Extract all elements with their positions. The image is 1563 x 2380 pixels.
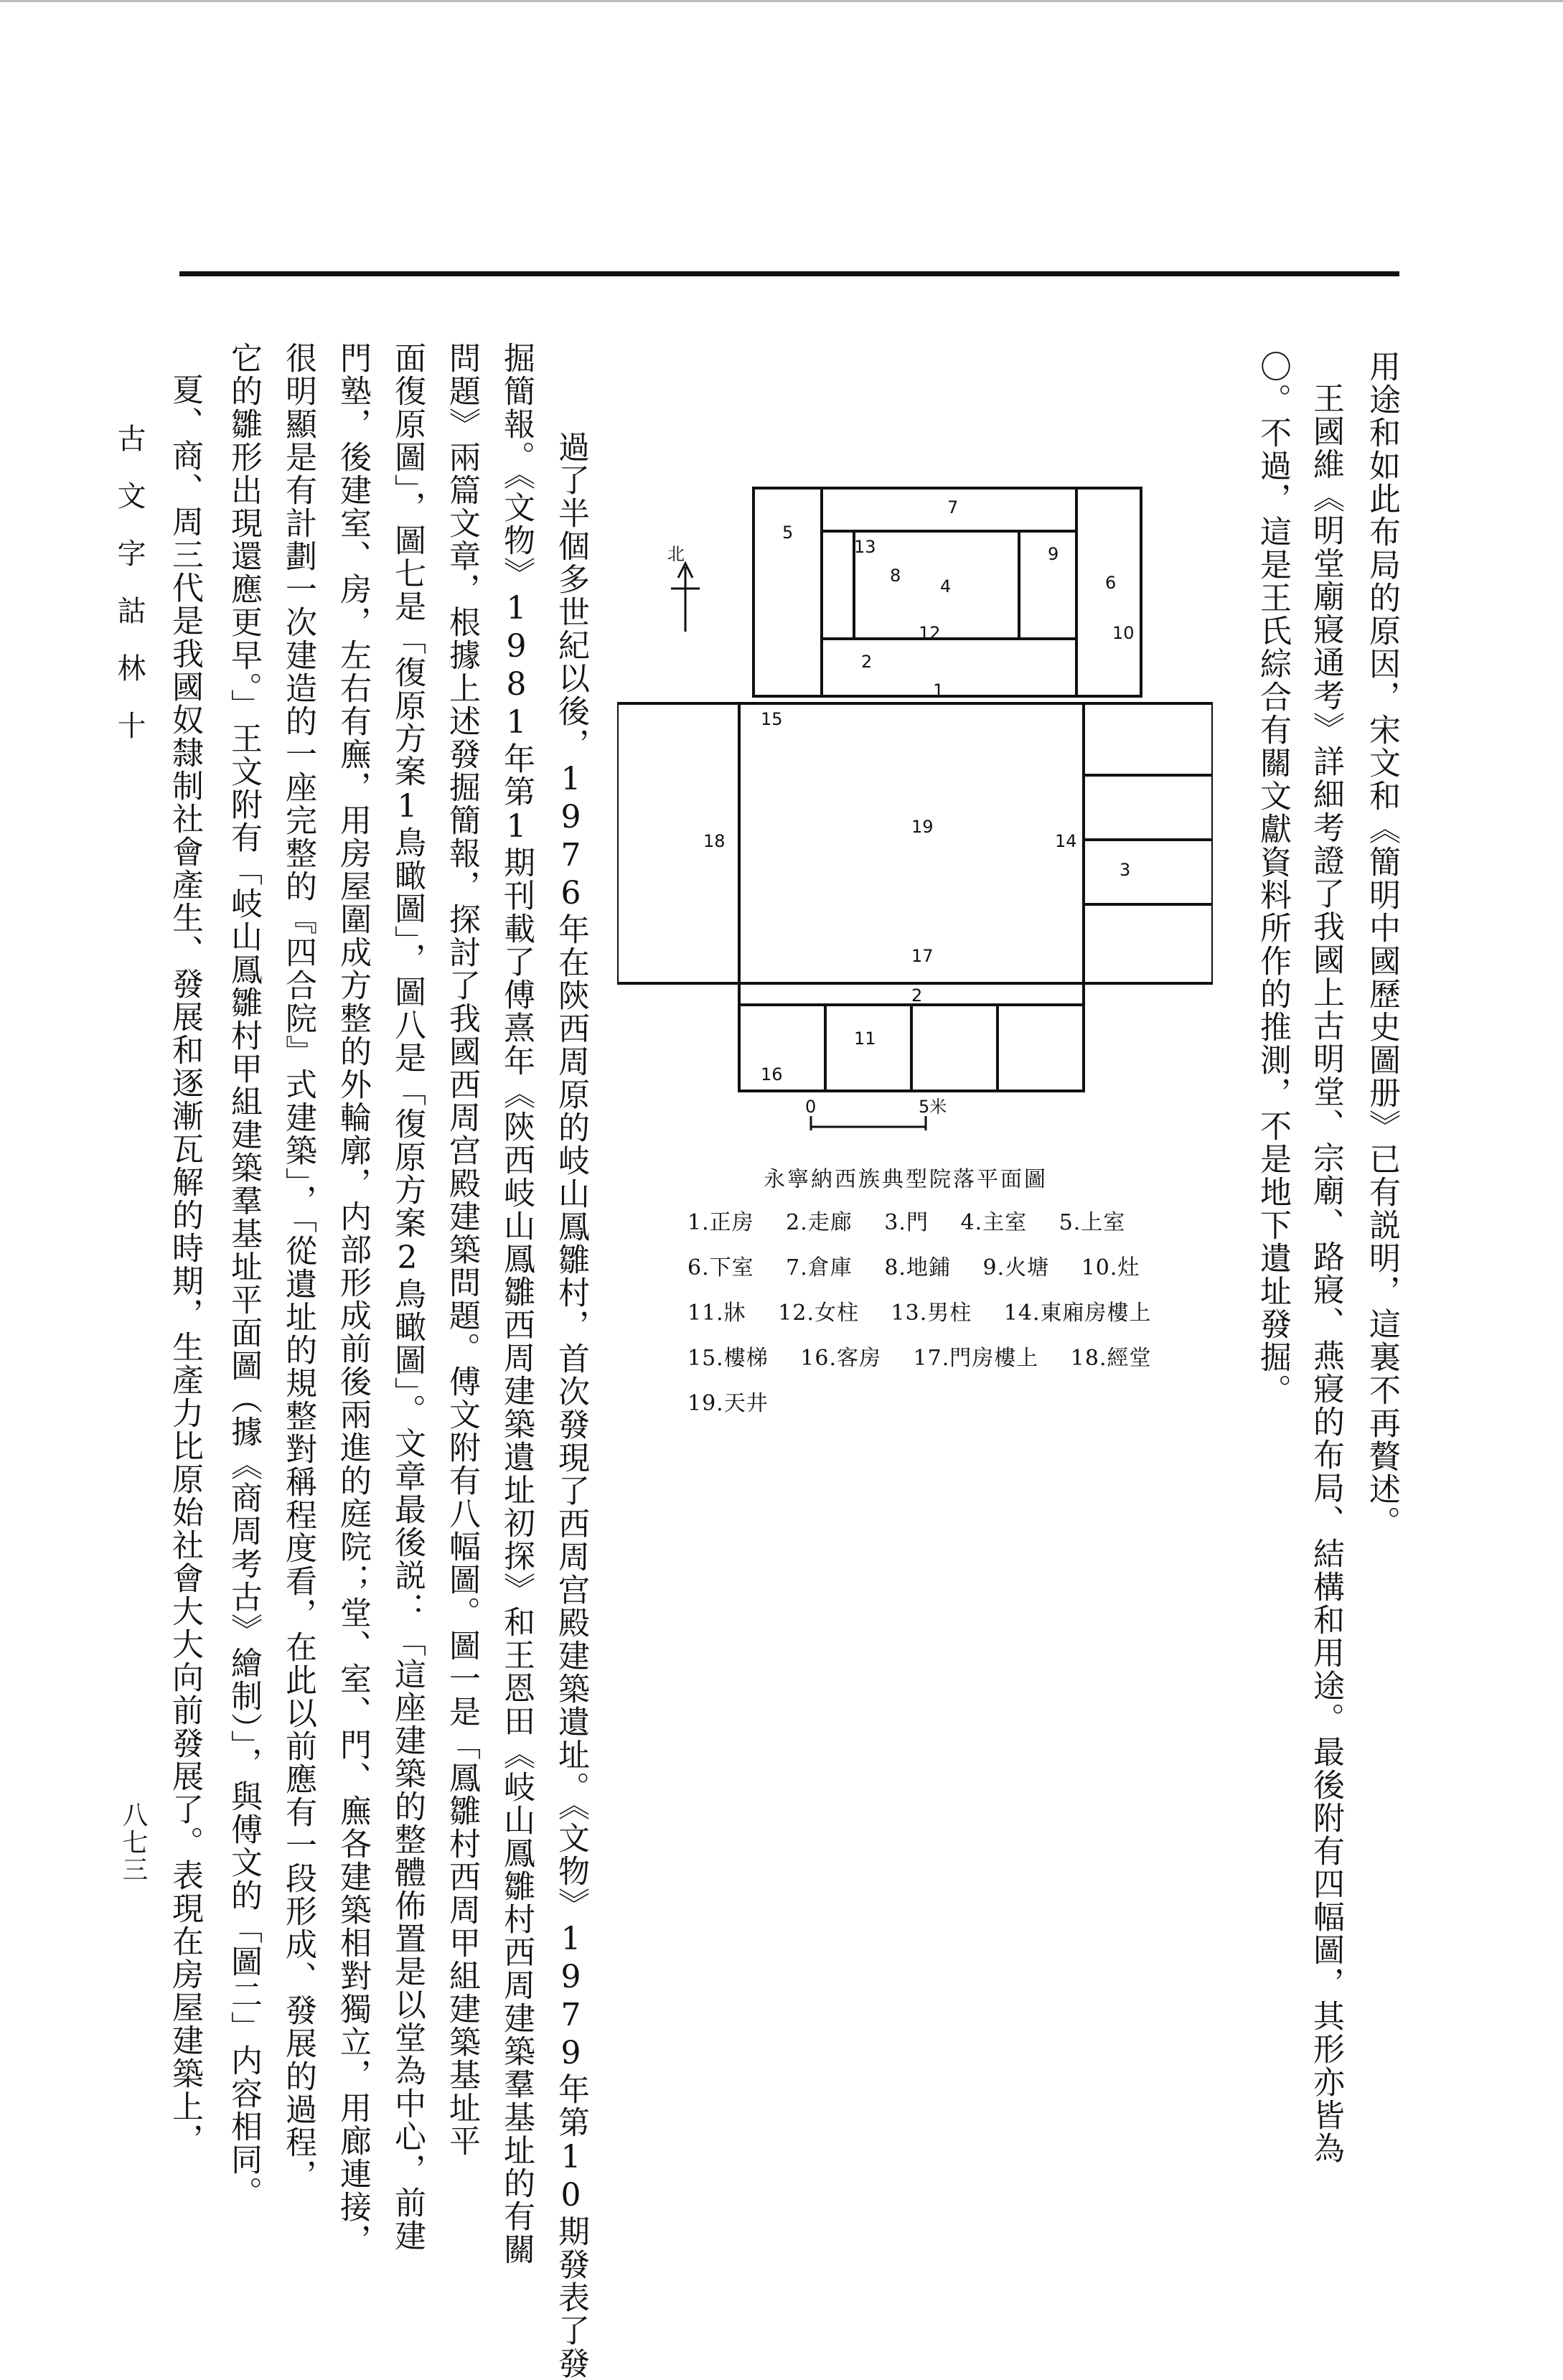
legend-item: 19.天井 [687,1391,769,1416]
legend-item: 17.門房樓上 [913,1346,1039,1371]
legend-item: 18.經堂 [1070,1346,1152,1371]
legend-item: 3.門 [884,1210,929,1235]
scale-five: 5米 [919,1097,947,1117]
plan-label-8: 8 [890,566,901,586]
figure-legend [687,1200,1233,1426]
text-column-l7: 它的雛形出現還應更早。」王文附有「岐山鳳雛村甲組建築羣基址平面圖（據《商周考古》繪制）」，與傅文的「圖二」内容相同。 [225,342,262,2209]
legend-item: 7.倉庫 [786,1255,853,1280]
text-column-r3: 〇。不過，這是王氏綜合有關文獻資料所作的推測，不是地下遺址發掘。 [1254,350,1291,1407]
text-column-l6: 很明顯是有計劃一次建造的一座完整的『四合院』式建築」，「從遺址的規整對稱程度看，在此以前應有一段形成、發展的過程， [280,342,316,2192]
courtyard-floor-plan [617,474,1213,1148]
legend-item: 16.客房 [800,1346,881,1371]
book-side-title: 古文字詁林十 [113,423,146,768]
plan-label-17: 17 [911,946,934,966]
plan-label-13: 13 [854,537,876,557]
figure-caption: 永寧納西族典型院落平面圖 [764,1167,1048,1192]
plan-label-9: 9 [1048,544,1059,564]
legend-item: 8.地鋪 [884,1255,951,1280]
plan-label-12: 12 [919,623,941,643]
plan-label-11: 11 [854,1029,876,1049]
plan-label-19: 19 [911,817,934,837]
text-column-r1: 用途和如此布局的原因，宋文和《簡明中國歷史圖册》已有説明，這裏不再贅述。 [1363,350,1400,1539]
legend-item: 14.東廂房樓上 [1003,1301,1152,1326]
text-column-r2: 王國維《明堂廟寢通考》詳細考證了我國上古明堂、宗廟、路寢、燕寢的布局、結構和用途。最後附有四幅圖，其形亦皆為 [1308,382,1344,2165]
north-label: 北 [667,544,685,564]
plan-label-3: 3 [1120,860,1131,880]
plan-label-4: 4 [940,576,952,596]
legend-item: 13.男柱 [891,1301,972,1326]
plan-label-15: 15 [761,709,783,729]
text-column-l3: 問題》兩篇文章，根據上述發掘簡報，探討了我國西周宫殿建築問題。傅文附有八幅圖。圖一是「鳳雛村西周甲組建築基址平 [443,342,480,2158]
scan-edge-line [0,0,1563,2]
legend-item: 9.火塘 [982,1255,1050,1280]
legend-item: 5.上室 [1059,1210,1126,1235]
plan-label-10: 10 [1112,623,1135,643]
text-column-l2: 掘簡報。《文物》1981年第1期刊載了傅熹年《陝西岐山鳳雛西周建築遺址初探》和王恩田《岐山鳳雛村西周建築羣基址的有關 [498,342,535,2266]
text-column-l8: 夏、商、周三代是我國奴隸制社會產生、發展和逐漸瓦解的時期，生產力比原始社會大大向前發展了。表現在房屋建築上， [166,373,203,2156]
plan-label-5: 5 [782,523,794,543]
legend-item: 1.正房 [687,1210,754,1235]
legend-item: 10.灶 [1081,1255,1140,1280]
text-column-l1: 過了半個多世紀以後，1976年在陝西周原的岐山鳳雛村，首次發現了西周宫殿建築遺址。《文物》1979年第10期發表了發 [553,431,589,2380]
scale-zero: 0 [805,1097,817,1117]
page-number: 八七三 [118,1802,148,1883]
plan-label-18: 18 [703,831,726,851]
plan-label-7: 7 [947,497,959,517]
plan-label-1: 1 [933,680,944,701]
legend-item: 4.主室 [960,1210,1028,1235]
top-rule [179,271,1399,276]
plan-label-16: 16 [761,1064,783,1084]
legend-item: 12.女柱 [778,1301,859,1326]
text-column-l4: 面復原圖」，圖七是「復原方案1鳥瞰圖」，圖八是「復原方案2鳥瞰圖」。文章最後説：「這座建築的整體佈置是以堂為中心，前建 [389,342,426,2252]
legend-item: 2.走廊 [786,1210,853,1235]
plan-label-14: 14 [1055,831,1077,851]
plan-label-6: 6 [1105,573,1117,593]
legend-item: 15.樓梯 [687,1346,769,1371]
room-upper-left [754,488,822,696]
legend-item: 6.下室 [687,1255,754,1280]
text-column-l5: 門塾，後建室、房，左右有廡，用房屋圍成方整的外輪廓，内部形成前後兩進的庭院；堂、室、門、廡各建築相對獨立，用廊連接， [334,342,371,2257]
legend-item: 11.牀 [687,1301,746,1326]
plan-label-2b: 2 [911,985,923,1006]
plan-label-2: 2 [861,652,873,672]
